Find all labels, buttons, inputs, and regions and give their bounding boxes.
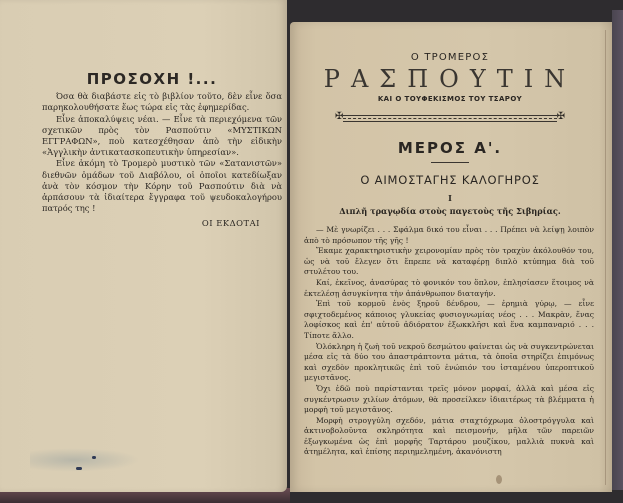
chapter-number: I	[448, 193, 452, 203]
notice-paragraph: Όσα θὰ διαβάστε εἰς τὸ βιβλίον τοῦτο, δὲν εἶνε ὅσα παρηκολουθήσατε ἕως τώρα εἰς τὰς ἐφημερίδας.	[42, 91, 282, 113]
part-heading: ΜΕΡΟΣ Α'.	[397, 139, 503, 157]
page-edge-line	[605, 30, 606, 485]
ink-stain-dot	[92, 456, 96, 459]
chapter-subtitle: Διπλῆ τραγῳδία στοὺς παγετοὺς τῆς Σιβηρίας.	[339, 206, 561, 216]
cross-ornament-icon: ✠	[556, 111, 565, 122]
notice-heading: ΠΡΟΣΟΧΗ !...	[86, 70, 218, 88]
chapter-body	[300, 225, 600, 458]
cross-ornament-icon: ✠	[335, 111, 344, 122]
ornamental-rule	[335, 113, 565, 123]
notice-paragraph: Εἶνε ἀποκαλύψεις νέαι. — Εἶνε τὰ περιεχόμενα τῶν σχετικῶν πρὸς τὸν Ρασπούτιν «ΜΥΣΤΙΚΩΝ ΕΓΓΡΑΦΩΝ», ποὺ κατεσχέθησαν ἀπὸ τὴν εἰδικὴν «Ἀγγλικὴν ἀντικατασκοπευτικὴν ὑπηρεσίαν».	[42, 113, 282, 158]
ink-stain	[30, 448, 140, 472]
body-paragraph: Καί, ἐκεῖνος, ἀνασύρας τὸ φονικόν του ὅπλον, ἐπλησίασεν ἕτοιμος νὰ ἐκτελέσῃ ἀσυγκίνητα τὴν ἀπάνθρωπον διαταγήν.	[304, 277, 594, 298]
part-rule	[431, 162, 469, 163]
ink-stain-dot	[76, 467, 82, 470]
rule-line-dashed	[343, 118, 557, 119]
paper-spot	[496, 475, 502, 484]
body-paragraph: — Μὲ γνωρίζει . . . Σφάλμα δικό του εἶναι . . . Πρέπει νὰ λείψῃ λοιπὸν ἀπὸ τὸ πρόσωπον τῆς γῆς !	[304, 225, 594, 245]
left-page-content	[42, 70, 282, 230]
notice-paragraph: Εἶνε ἀκόμη τὸ Τρομερὸ μυστικὸ τῶν «Σατανιστῶν» διεθνῶν ὁμάδων τοῦ Διαβόλου, οἱ ὁποῖοι κατεδίωξαν ἀνὰ τὸν κόσμον τὴν Κόρην τοῦ Ρασπούτιν διὰ νὰ ἁρπάσουν τὰ ἰδιαίτερα ἔγγραφα τοῦ ψευδοκαλογήρου πατρός της !	[42, 158, 282, 214]
book-cover-right	[612, 10, 623, 490]
publishers-signature: ΟΙ ΕΚΔΟΤΑΙ	[201, 218, 260, 229]
book-supertitle: Ο ΤΡΟΜΕΡΟΣ	[410, 52, 490, 63]
book-subtitle: ΚΑΙ Ο ΤΟΥΦΕΚΙΣΜΟΣ ΤΟΥ ΤΣΑΡΟΥ	[377, 95, 523, 103]
body-paragraph: Ἔκαμε χαρακτηριστικὴν χειρονομίαν πρὸς τὸν τραχὺν ἀκόλουθόν του, ὡς νὰ τοῦ ἔλεγεν ὅτι ἔπρεπε νὰ καταφέρῃ διπλὸ κτύπημα διὰ τοῦ στυλέτου του.	[304, 246, 594, 277]
body-paragraph: Μορφὴ στρογγύλη σχεδόν, μάτια σταχτόχρωμα ὁλοστρόγγυλα καὶ ἀκτινοβολοῦντα σκληρότητα καὶ πεισμονήν, μῆλα τῶν παρειῶν ἐξωγκωμένα ὡς ἐπὶ μορφῆς Ταρτάρου μουζίκου, μαλλιὰ πυκνὰ καὶ ἀτημέλητα, καὶ ἐπίσης περιημελημένη, ἀκανόνιστη	[304, 415, 594, 457]
right-page-content	[300, 52, 600, 458]
book-title: ΡΑΣΠΟΥΤΙΝ	[323, 65, 577, 93]
chapter-title: Ο ΑΙΜΟΣΤΑΓΗΣ ΚΑΛΟΓΗΡΟΣ	[360, 173, 540, 187]
body-paragraph: Ἐπὶ τοῦ κορμοῦ ἑνὸς ξηροῦ δένδρου, — ἐρημιὰ γύρῳ, — εἶνε σφιχτοδεμένος κάποιος γλυκείας φυσιογνωμίας νέος . . . Μακρὰν, ἕνας λοφίσκος καὶ ἐπ' αὐτοῦ ἀδιόρατον ἐξωκκλῆσι καὶ ἕνα καμπαναριό . . . Τίποτε ἄλλο.	[304, 299, 594, 340]
rule-line	[343, 115, 557, 116]
rule-line	[343, 121, 557, 122]
body-paragraph: Ὁλόκληρη ἡ ζωὴ τοῦ νεκροῦ δεσμώτου φαίνεται ὡς νὰ συγκεντρώνεται μέσα εἰς τὰ δύο του ἀπαστράπτοντα μάτια, τὰ ὁποῖα στηρίζει ἐπιμόνως καὶ σχεδὸν προκλητικῶς ἐπὶ τοῦ ἐνώπιόν του ἱσταμένου ὑπεροπτικοῦ μεγιστᾶνος.	[304, 341, 594, 383]
body-paragraph: Ὄχι ἐδῶ ποὺ παρίστανται τρεῖς μόνον μορφαί, ἀλλὰ καὶ μέσα εἰς συγκέντρωσιν χιλίων ἀτόμων, θὰ προσείλκεν ἰδιαιτέρως τὰ βλέμματα ἡ μορφὴ τοῦ μεγιστᾶνος.	[304, 383, 594, 415]
